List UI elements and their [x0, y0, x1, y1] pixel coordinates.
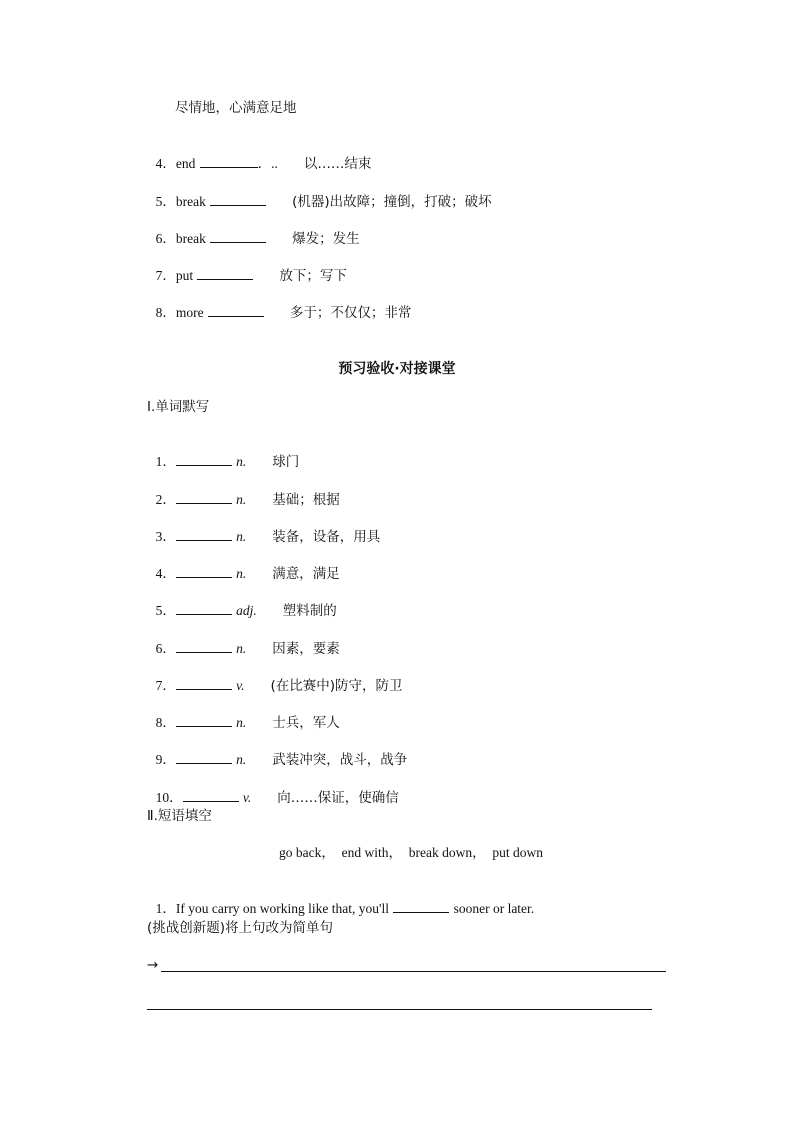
answer-blank[interactable] — [176, 750, 232, 764]
item-number: 2． — [155, 492, 176, 507]
answer-blank[interactable] — [210, 192, 266, 206]
word-meaning: 因素，要素 — [272, 641, 340, 657]
item-number: 10． — [155, 790, 183, 805]
word-meaning: 装备，设备，用具 — [272, 529, 381, 545]
answer-blank[interactable] — [197, 266, 253, 280]
part-of-speech: v. — [236, 678, 245, 693]
answer-line-1[interactable] — [161, 971, 666, 972]
item-number: 5． — [155, 603, 176, 618]
item-number: 9． — [155, 752, 176, 767]
item-number: 4． — [155, 566, 176, 581]
word-item-8 — [147, 695, 340, 732]
word-item-10 — [147, 770, 399, 807]
answer-blank[interactable] — [208, 303, 264, 317]
phrase-number: 4． — [155, 156, 176, 171]
phrase-3-continuation: 尽情地，心满意足地 — [175, 100, 297, 116]
phrase-word: put — [175, 268, 194, 283]
word-meaning: 球门 — [272, 454, 300, 470]
phrase-item-5 — [147, 174, 492, 211]
word-meaning: 基础；根据 — [272, 492, 340, 508]
word-item-1 — [147, 434, 299, 471]
word-meaning: 武装冲突，战斗，战争 — [272, 752, 408, 768]
question-number: 1． — [155, 901, 176, 916]
answer-blank[interactable] — [176, 601, 232, 615]
answer-blank[interactable] — [176, 639, 232, 653]
word-bank: go back， end with， break down， put down — [279, 845, 543, 860]
question-text-after: sooner or later. — [453, 901, 535, 916]
challenge-instruction: (挑战创新题)将上句改为简单句 — [147, 920, 334, 936]
answer-blank[interactable] — [176, 713, 232, 727]
part-of-speech: n. — [236, 566, 247, 581]
phrase-meaning: 以……结束 — [303, 156, 372, 172]
answer-blank[interactable] — [393, 899, 449, 913]
phrase-question-1 — [147, 881, 534, 918]
answer-blank[interactable] — [200, 154, 258, 168]
item-number: 1． — [155, 454, 176, 469]
phrase-number: 7． — [155, 268, 176, 283]
word-meaning: 士兵，军人 — [272, 715, 340, 731]
item-number: 6． — [155, 641, 176, 656]
answer-blank[interactable] — [176, 676, 232, 690]
phrase-word: more — [175, 305, 204, 320]
part1-heading: Ⅰ.单词默写 — [147, 399, 210, 415]
part2-heading: Ⅱ.短语填空 — [147, 808, 212, 824]
answer-blank[interactable] — [176, 564, 232, 578]
question-text-before: If you carry on working like that, you'll — [175, 901, 389, 916]
word-item-3 — [147, 509, 380, 546]
word-meaning: (在比赛中)防守，防卫 — [270, 678, 403, 694]
phrase-suffix: ．.. — [257, 156, 278, 171]
phrase-word: end — [175, 156, 196, 171]
phrase-item-4 — [147, 136, 371, 173]
part-of-speech: n. — [236, 529, 247, 544]
phrase-number: 8． — [155, 305, 176, 320]
word-meaning: 向……保证，使确信 — [277, 790, 399, 806]
arrow-icon: → — [147, 957, 159, 973]
answer-blank[interactable] — [176, 452, 232, 466]
word-item-6 — [147, 621, 340, 658]
part-of-speech: n. — [236, 715, 247, 730]
answer-blank[interactable] — [176, 527, 232, 541]
phrase-meaning: (机器)出故障；撞倒，打破；破坏 — [292, 194, 492, 210]
item-number: 7． — [155, 678, 176, 693]
phrase-meaning: 多于；不仅仅；非常 — [289, 305, 412, 321]
phrase-number: 5． — [155, 194, 176, 209]
part-of-speech: n. — [236, 492, 247, 507]
phrase-word: break — [175, 231, 206, 246]
answer-blank[interactable] — [183, 788, 239, 802]
answer-line-2[interactable] — [147, 1009, 652, 1010]
word-item-4 — [147, 546, 340, 583]
word-item-2 — [147, 472, 340, 509]
word-item-7 — [147, 658, 403, 695]
word-item-5 — [147, 583, 337, 620]
phrase-item-8 — [147, 285, 411, 322]
answer-blank[interactable] — [176, 490, 232, 504]
phrase-meaning: 爆发；发生 — [292, 231, 360, 247]
answer-blank[interactable] — [210, 229, 266, 243]
phrase-meaning: 放下；写下 — [279, 268, 347, 284]
part-of-speech: n. — [236, 752, 247, 767]
part-of-speech: n. — [236, 454, 247, 469]
item-number: 8． — [155, 715, 176, 730]
part-of-speech: v. — [242, 790, 252, 805]
item-number: 3． — [155, 529, 176, 544]
part-of-speech: n. — [236, 641, 247, 656]
word-meaning: 满意，满足 — [272, 566, 340, 582]
phrase-word: break — [175, 194, 206, 209]
part-of-speech: adj. — [236, 603, 257, 618]
section-title: 预习验收·对接课堂 — [338, 361, 456, 377]
word-meaning: 塑料制的 — [282, 603, 337, 619]
phrase-item-6 — [147, 211, 360, 248]
word-item-9 — [147, 732, 407, 769]
phrase-item-7 — [147, 248, 347, 285]
phrase-number: 6． — [155, 231, 176, 246]
